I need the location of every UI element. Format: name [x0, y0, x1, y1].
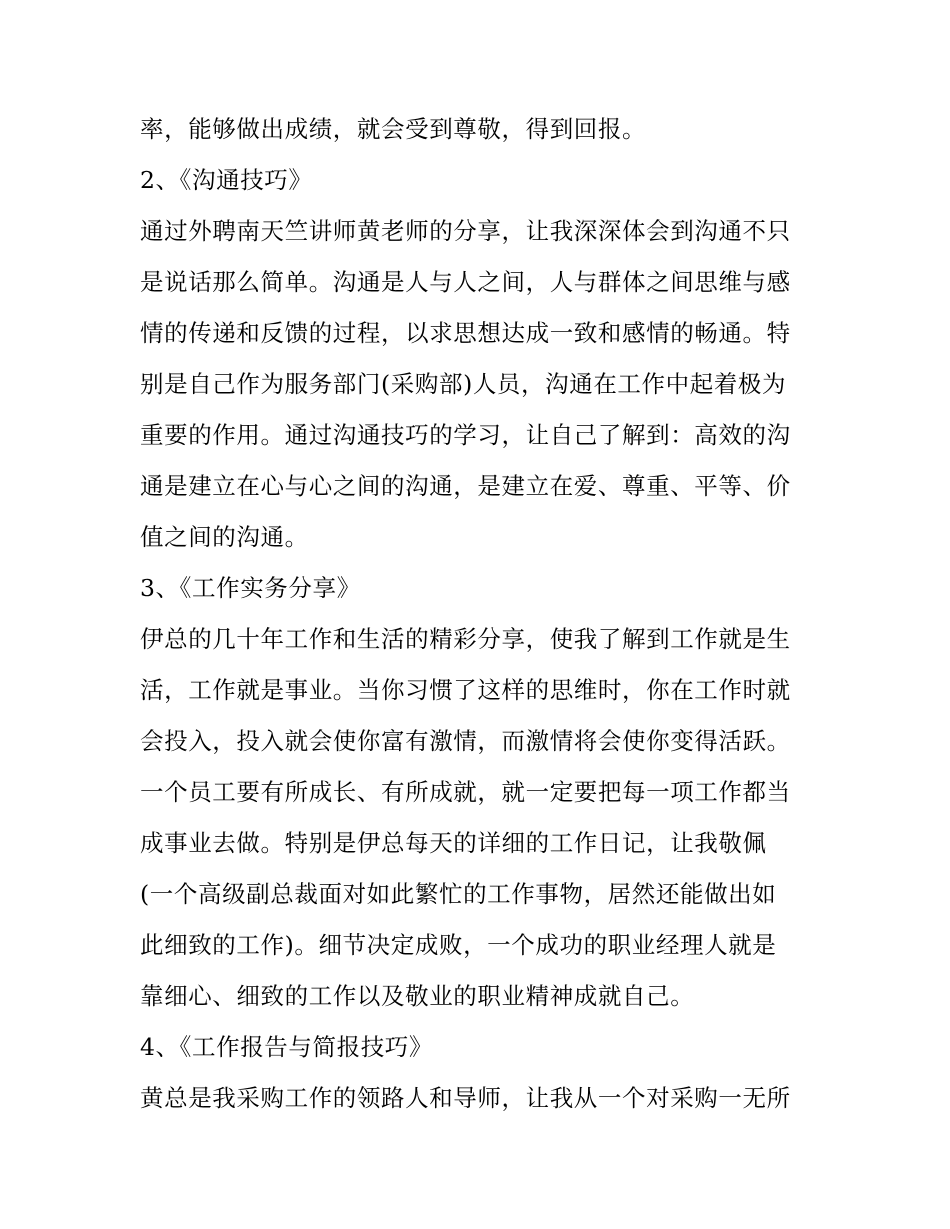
text-line: 靠细心、细致的工作以及敬业的职业精神成就自己。 [140, 982, 695, 1010]
text-line: 会投入，投入就会使你富有激情，而激情将会使你变得活跃。 [140, 727, 791, 755]
text-line: 是说话那么简单。沟通是人与人之间，人与群体之间思维与感 [140, 268, 791, 296]
section-heading: 4、《工作报告与简报技巧》 [140, 1033, 434, 1061]
text-line: 别是自己作为服务部门(采购部)人员，沟通在工作中起着极为 [140, 370, 787, 398]
text-line: 此细致的工作)。细节决定成败，一个成功的职业经理人就是 [140, 931, 777, 959]
text-line: 通过外聘南天竺讲师黄老师的分享，让我深深体会到沟通不只 [140, 217, 791, 245]
section-heading: 3、《工作实务分享》 [140, 574, 361, 602]
text-line: 通是建立在心与心之间的沟通，是建立在爱、尊重、平等、价 [140, 472, 791, 500]
section-heading: 2、《沟通技巧》 [140, 166, 313, 194]
text-line: 值之间的沟通。 [140, 523, 309, 551]
text-line: 重要的作用。通过沟通技巧的学习，让自己了解到：高效的沟 [140, 421, 791, 449]
text-line: 情的传递和反馈的过程，以求思想达成一致和感情的畅通。特 [140, 319, 791, 347]
text-line: 活，工作就是事业。当你习惯了这样的思维时，你在工作时就 [140, 676, 791, 704]
text-line: (一个高级副总裁面对如此繁忙的工作事物，居然还能做出如 [140, 880, 777, 908]
text-line: 成事业去做。特别是伊总每天的详细的工作日记，让我敬佩 [140, 829, 767, 857]
text-line: 一个员工要有所成长、有所成就，就一定要把每一项工作都当 [140, 778, 791, 806]
text-line: 黄总是我采购工作的领路人和导师，让我从一个对采购一无所 [140, 1084, 791, 1112]
text-line: 率，能够做出成绩，就会受到尊敬，得到回报。 [140, 115, 647, 143]
text-line: 伊总的几十年工作和生活的精彩分享，使我了解到工作就是生 [140, 625, 791, 653]
